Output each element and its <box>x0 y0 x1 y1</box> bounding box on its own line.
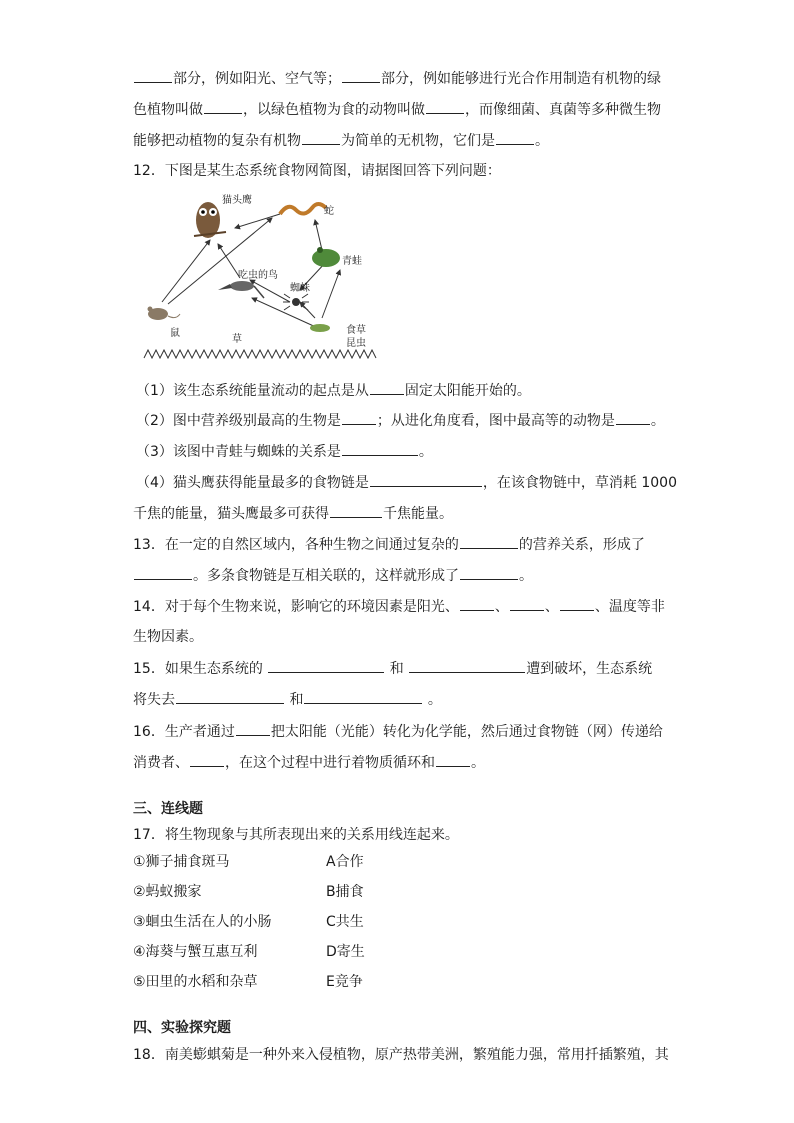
match-right-item: E竞争 <box>326 974 363 990</box>
match-right-item: D寄生 <box>326 944 365 960</box>
match-left-item: ⑤田里的水稻和杂草 <box>133 974 258 990</box>
answer-blank[interactable] <box>510 596 544 611</box>
label-owl: 猫头鹰 <box>222 195 252 206</box>
answer-blank[interactable] <box>560 596 594 611</box>
answer-blank[interactable] <box>616 410 650 425</box>
answer-blank[interactable] <box>204 99 242 114</box>
answer-blank[interactable] <box>236 721 270 736</box>
match-right-item: A合作 <box>326 854 364 870</box>
match-right-item: B捕食 <box>326 884 364 900</box>
q11-line-1: 部分，例如阳光、空气等； 部分，例如能够进行光合作用制造有机物的绿 <box>133 68 661 89</box>
answer-blank[interactable] <box>342 441 418 456</box>
label-frog: 青蛙 <box>342 256 362 267</box>
q15-line-1: 15．如果生态系统的 和 遭到破坏，生态系统 <box>133 658 652 679</box>
q16-line-1: 16．生产者通过 把太阳能（光能）转化为化学能，然后通过食物链（网）传递给 <box>133 721 663 742</box>
answer-blank[interactable] <box>426 99 464 114</box>
answer-blank[interactable] <box>460 596 494 611</box>
q11-line-2: 色植物叫做 ，以绿色植物为食的动物叫做 ，而像细菌、真菌等多种微生物 <box>133 99 661 120</box>
answer-blank[interactable] <box>436 752 470 767</box>
answer-blank[interactable] <box>409 658 525 673</box>
insect-icon <box>310 324 330 332</box>
q12-part-4-cont: 千焦的能量，猫头鹰最多可获得 千焦能量。 <box>133 503 453 524</box>
answer-blank[interactable] <box>304 689 422 704</box>
answer-blank[interactable] <box>342 410 376 425</box>
snake-icon <box>280 204 326 214</box>
label-grass: 草 <box>232 334 242 345</box>
label-snake: 蛇 <box>324 206 334 217</box>
q14-line-2: 生物因素。 <box>133 629 203 645</box>
mouse-icon <box>148 307 181 321</box>
match-left-item: ③蛔虫生活在人的小肠 <box>133 914 272 930</box>
label-spider: 蜘蛛 <box>290 283 310 294</box>
q12-part-4: （4）猫头鹰获得能量最多的食物链是 ，在该食物链中，草消耗 1000 <box>136 472 677 493</box>
answer-blank[interactable] <box>460 565 518 580</box>
frog-icon <box>312 247 340 267</box>
answer-blank[interactable] <box>370 380 404 395</box>
match-right-item: C共生 <box>326 914 364 930</box>
label-insect-line1: 食草 <box>346 325 366 336</box>
q11-line-3: 能够把动植物的复杂有机物 为简单的无机物，它们是 。 <box>133 130 549 151</box>
spider-icon <box>283 294 309 310</box>
answer-blank[interactable] <box>302 130 340 145</box>
answer-blank[interactable] <box>134 565 192 580</box>
match-left-item: ①狮子捕食斑马 <box>133 854 230 870</box>
q12-part-1: （1）该生态系统能量流动的起点是从 固定太阳能开始的。 <box>136 380 531 401</box>
q16-line-2: 消费者、 ，在这个过程中进行着物质循环和 。 <box>133 752 485 773</box>
answer-blank[interactable] <box>330 503 382 518</box>
q15-line-2: 将失去 和 。 <box>133 689 442 710</box>
answer-blank[interactable] <box>268 658 384 673</box>
q14-line-1: 14．对于每个生物来说，影响它的环境因素是阳光、 、 、 、温度等非 <box>133 596 665 617</box>
answer-blank[interactable] <box>370 472 482 487</box>
label-bird: 吃虫的鸟 <box>238 270 278 281</box>
match-left-item: ②蚂蚁搬家 <box>133 884 202 900</box>
answer-blank[interactable] <box>176 689 284 704</box>
q12-part-2: （2）图中营养级别最高的生物是 ；从进化角度看，图中最高等的动物是 。 <box>136 410 665 431</box>
q18-stem: 18．南美蟛蜞菊是一种外来入侵植物，原产热带美洲，繁殖能力强，常用扦插繁殖，其 <box>133 1047 669 1063</box>
q12-part-3: （3）该图中青蛙与蜘蛛的关系是 。 <box>136 441 433 462</box>
answer-blank[interactable] <box>496 130 534 145</box>
q13-line-1: 13．在一定的自然区域内，各种生物之间通过复杂的 的营养关系，形成了 <box>133 534 645 555</box>
answer-blank[interactable] <box>134 68 172 83</box>
q12-stem: 12．下图是某生态系统食物网简图，请据图回答下列问题： <box>133 163 501 179</box>
section-4-title: 四、实验探究题 <box>133 1020 231 1036</box>
q17-stem: 17．将生物现象与其所表现出来的关系用线连起来。 <box>133 827 459 843</box>
owl-icon <box>194 202 226 238</box>
label-mouse: 鼠 <box>170 328 180 339</box>
match-left-item: ④海葵与蟹互惠互利 <box>133 944 258 960</box>
answer-blank[interactable] <box>460 534 518 549</box>
q13-line-2: 。多条食物链是互相关联的，这样就形成了 。 <box>133 565 533 586</box>
answer-blank[interactable] <box>342 68 380 83</box>
food-web-figure <box>140 190 380 362</box>
section-3-title: 三、连线题 <box>133 801 203 817</box>
answer-blank[interactable] <box>190 752 224 767</box>
label-insect-line2: 昆虫 <box>346 338 366 349</box>
grass-strip <box>144 350 376 358</box>
